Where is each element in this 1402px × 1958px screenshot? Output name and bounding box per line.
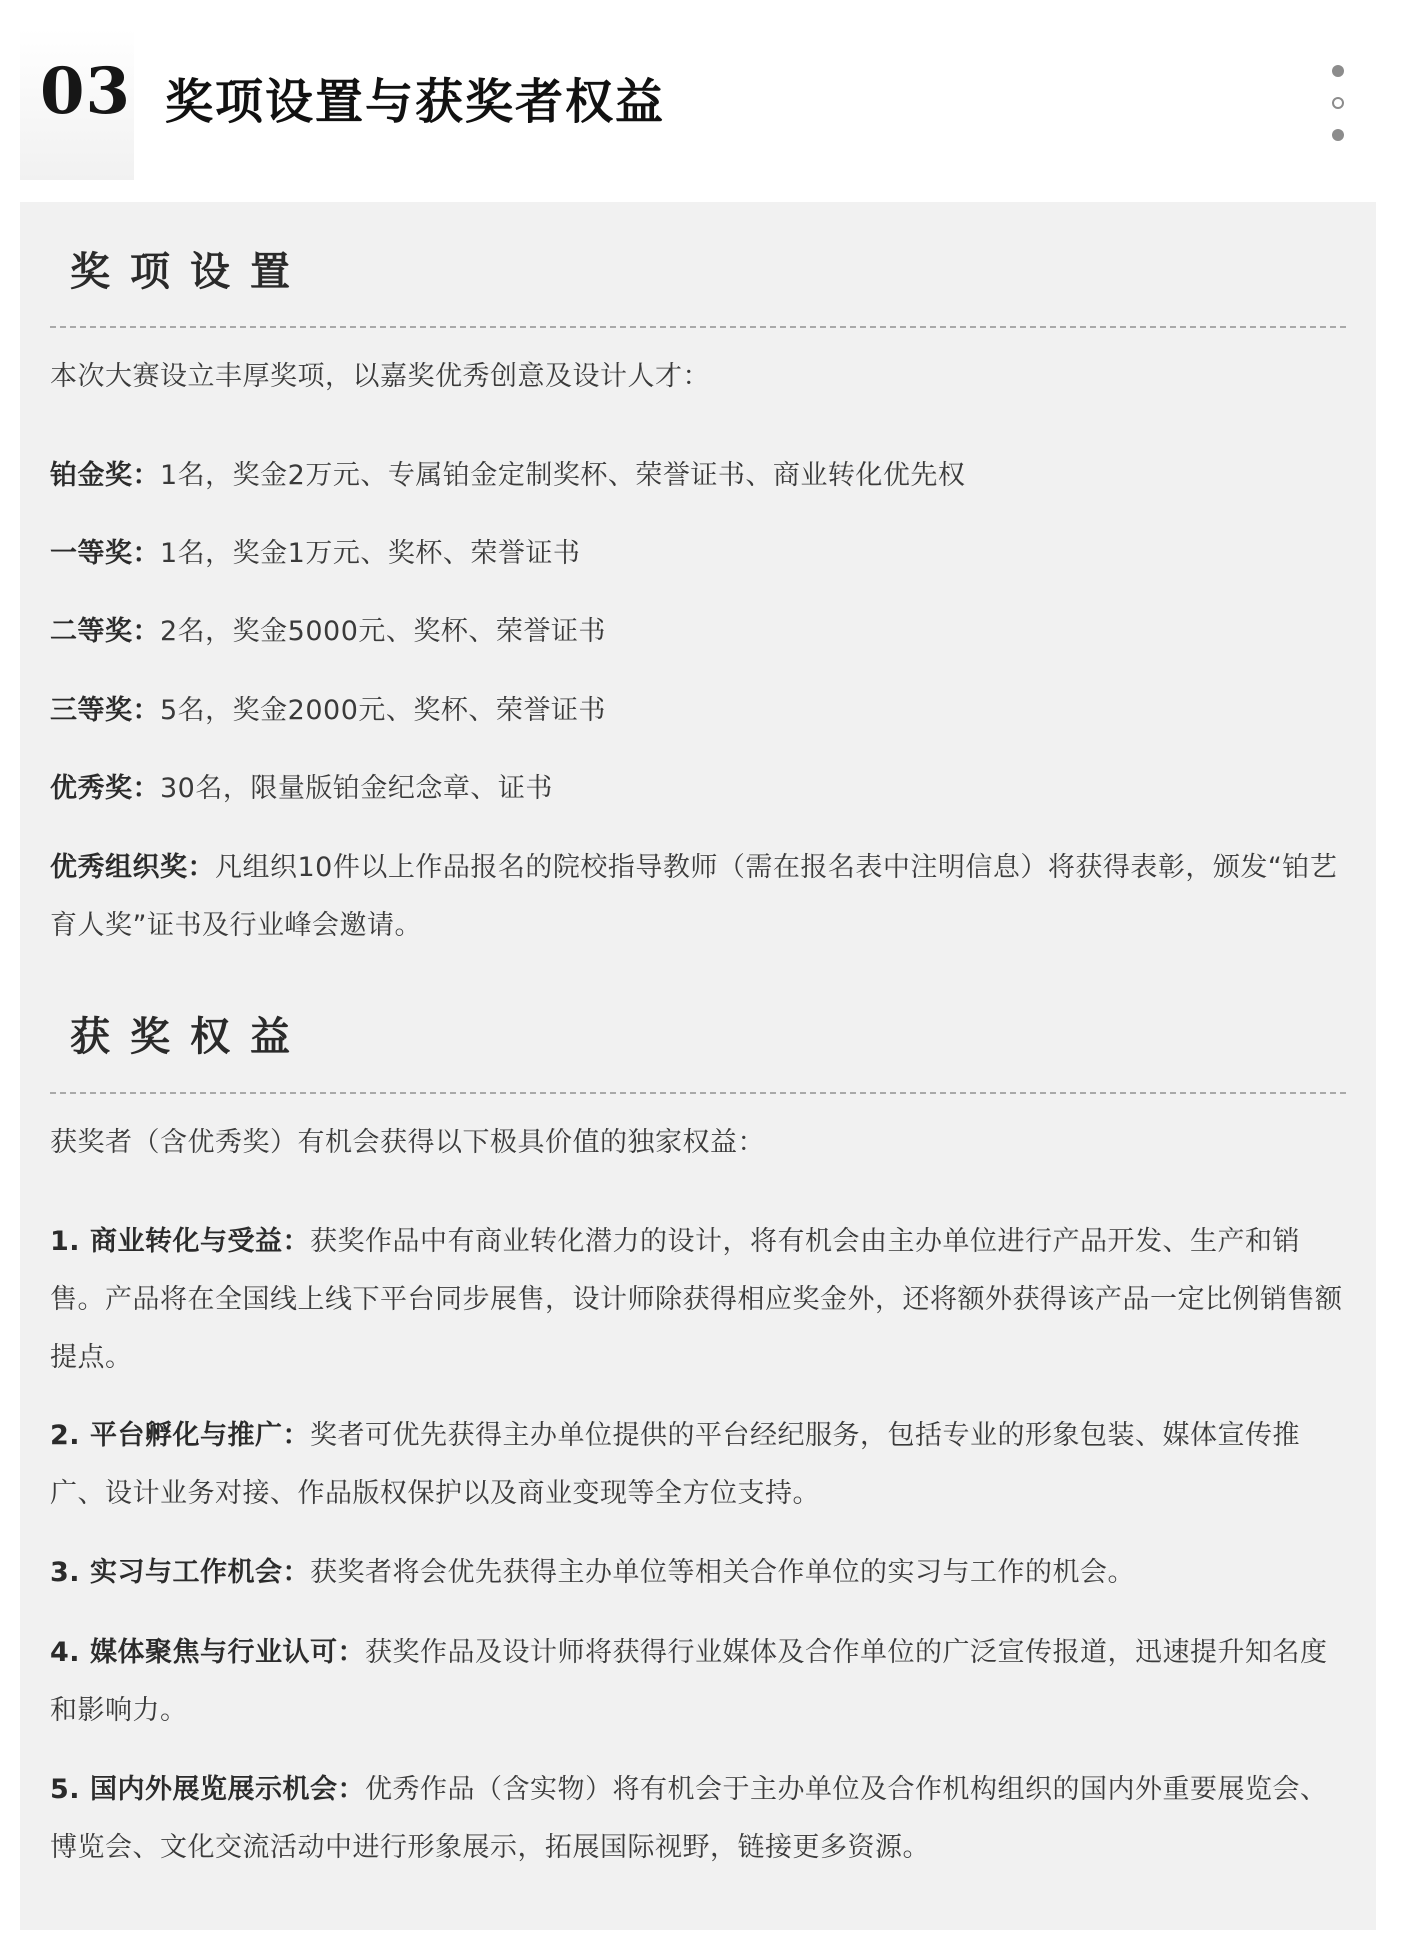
content-panel [20, 202, 1376, 1930]
award-item-second [50, 603, 1346, 661]
benefit-item-internship [50, 1544, 1346, 1602]
benefit-label: 3. 实习与工作机会： [50, 1557, 310, 1588]
benefit-item-commercial [50, 1213, 1346, 1387]
awards-divider [50, 326, 1346, 328]
benefits-divider [50, 1092, 1346, 1094]
award-label: 二等奖： [50, 616, 160, 647]
benefit-text: 获奖作品及设计师将获得行业媒体及合作单位的广泛宣传报道，迅速提升知名度和影响力。 [50, 1637, 1328, 1726]
award-label: 优秀奖： [50, 773, 160, 804]
award-label: 三等奖： [50, 695, 160, 726]
awards-heading: 奖项设置 [70, 249, 310, 295]
dot-icon [1332, 129, 1344, 141]
benefits-heading: 获奖权益 [70, 1014, 310, 1060]
awards-intro: 本次大赛设立丰厚奖项，以嘉奖优秀创意及设计人才： [50, 361, 710, 392]
benefit-label: 1. 商业转化与受益： [50, 1226, 310, 1257]
benefit-label: 2. 平台孵化与推广： [50, 1420, 310, 1451]
award-label: 优秀组织奖： [50, 852, 215, 883]
award-item-excellence [50, 760, 1346, 818]
benefit-text: 奖者可优先获得主办单位提供的平台经纪服务，包括专业的形象包装、媒体宣传推广、设计业务对接、作品版权保护以及商业变现等全方位支持。 [50, 1420, 1300, 1509]
section-number: 03 [40, 54, 132, 129]
benefit-label: 5. 国内外展览展示机会： [50, 1774, 365, 1805]
benefit-text: 优秀作品（含实物）将有机会于主办单位及合作机构组织的国内外重要展览会、博览会、文化交流活动中进行形象展示，拓展国际视野，链接更多资源。 [50, 1774, 1328, 1863]
page-title: 奖项设置与获奖者权益 [165, 74, 666, 130]
award-text: 1名，奖金2万元、专属铂金定制奖杯、荣誉证书、商业转化优先权 [160, 460, 966, 491]
award-label: 一等奖： [50, 538, 160, 569]
award-label: 铂金奖： [50, 460, 160, 491]
award-text: 凡组织10件以上作品报名的院校指导教师（需在报名表中注明信息）将获得表彰，颁发“铂艺育人奖”证书及行业峰会邀请。 [50, 852, 1338, 941]
award-item-organization [50, 839, 1346, 955]
benefit-label: 4. 媒体聚焦与行业认可： [50, 1637, 365, 1668]
benefit-text: 获奖者将会优先获得主办单位等相关合作单位的实习与工作的机会。 [309, 1557, 1135, 1588]
award-item-first [50, 525, 1346, 583]
award-text: 1名，奖金1万元、奖杯、荣誉证书 [160, 538, 581, 569]
award-item-platinum [50, 447, 1346, 505]
award-item-third [50, 682, 1346, 740]
benefits-intro: 获奖者（含优秀奖）有机会获得以下极具价值的独家权益： [50, 1127, 765, 1158]
benefit-item-incubation [50, 1407, 1346, 1523]
more-menu-icon[interactable] [1330, 65, 1346, 161]
benefit-text: 获奖作品中有商业转化潜力的设计，将有机会由主办单位进行产品开发、生产和销售。产品将在全国线上线下平台同步展售，设计师除获得相应奖金外，还将额外获得该产品一定比例销售额提点。 [50, 1226, 1343, 1373]
dot-icon [1332, 97, 1344, 109]
award-text: 5名，奖金2000元、奖杯、荣誉证书 [160, 695, 606, 726]
benefit-item-exhibition [50, 1761, 1346, 1877]
page-header [0, 0, 1402, 200]
dot-icon [1332, 65, 1344, 77]
award-text: 2名，奖金5000元、奖杯、荣誉证书 [160, 616, 606, 647]
award-text: 30名，限量版铂金纪念章、证书 [160, 773, 553, 804]
benefit-item-media [50, 1624, 1346, 1740]
